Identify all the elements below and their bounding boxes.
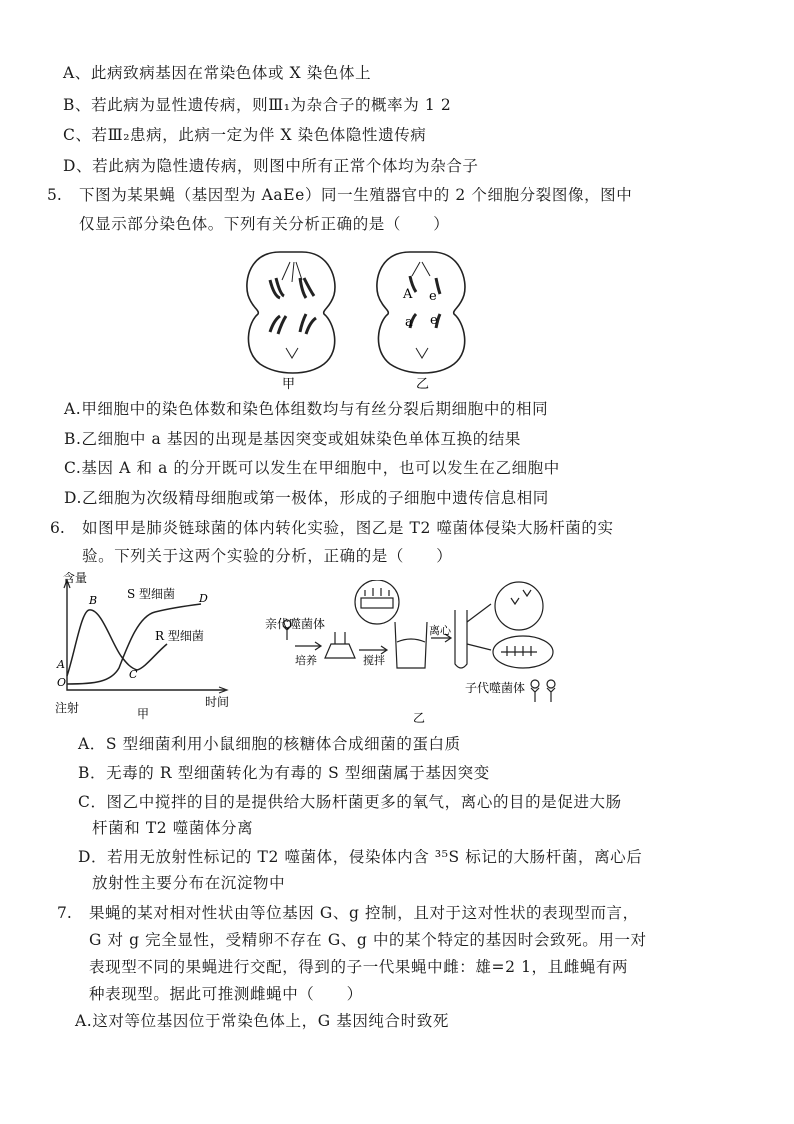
q6-option-a: A．S 型细菌利用小鼠细胞的核糖体合成细菌的蛋白质 xyxy=(78,735,461,753)
gene-A: A xyxy=(403,287,413,302)
q5-number: 5. xyxy=(47,186,62,204)
q7-stem-line3: 表现型不同的果蝇进行交配，得到的子一代果蝇中雌：雄=2 1，且雌蝇有两 xyxy=(89,958,629,976)
inject-label: 注射 xyxy=(55,701,80,715)
q4-option-b: B、若此病为显性遗传病，则Ⅲ₁为杂合子的概率为 1 2 xyxy=(63,96,452,114)
cell-jia xyxy=(247,252,335,373)
q5-option-d: D.乙细胞为次级精母细胞或第一极体，形成的子细胞中遗传信息相同 xyxy=(64,489,549,507)
point-d: D xyxy=(199,592,208,605)
q4-option-d: D、若此病为隐性遗传病，则图中所有正常个体均为杂合子 xyxy=(63,157,479,175)
origin-o: O xyxy=(57,676,67,689)
q4-option-a: A、此病致病基因在常染色体或 X 染色体上 xyxy=(63,64,372,82)
point-c: C xyxy=(129,668,138,681)
cell-yi-label: 乙 xyxy=(416,377,430,390)
q6-option-d: D．若用无放射性标记的 T2 噬菌体，侵染体内含 ³⁵S 标记的大肠杆菌，离心后 xyxy=(78,848,643,866)
graph-jia-label: 甲 xyxy=(137,707,150,721)
q5-stem-line1: 下图为某果蝇（基因型为 AaEe）同一生殖器官中的 2 个细胞分裂图像，图中 xyxy=(79,186,633,204)
q4-option-c: C、若Ⅲ₂患病，此病一定为伴 X 染色体隐性遗传病 xyxy=(63,126,427,144)
q6-diagram-yi xyxy=(265,580,595,725)
q6-graph-jia xyxy=(55,572,255,722)
q5-stem-line2: 仅显示部分染色体。下列有关分析正确的是（ ） xyxy=(79,215,450,233)
r-type-curve xyxy=(67,610,137,676)
gene-e-bottom: e xyxy=(430,313,438,328)
q6-option-b: B．无毒的 R 型细菌转化为有毒的 S 型细菌属于基因突变 xyxy=(78,764,490,782)
q5-option-b: B.乙细胞中 a 基因的出现是基因突变或姐妹染色单体互换的结果 xyxy=(64,430,522,448)
q6-option-d-cont: 放射性主要分布在沉淀物中 xyxy=(92,874,286,892)
x-axis-label: 时间 xyxy=(205,695,230,709)
s-type-label: S 型细菌 xyxy=(127,587,176,601)
y-axis-label: 含量 xyxy=(63,572,88,585)
diagram-yi-label: 乙 xyxy=(413,711,426,725)
q6-option-c: C．图乙中搅拌的目的是提供给大肠杆菌更多的氧气，离心的目的是促进大肠 xyxy=(78,793,622,811)
gene-a: a xyxy=(405,315,413,330)
q5-option-a: A.甲细胞中的染色体数和染色体组数均与有丝分裂后期细胞中的相同 xyxy=(64,400,549,418)
q5-cell-figure xyxy=(230,240,490,390)
culture-label: 培养 xyxy=(295,654,317,667)
point-b: B xyxy=(89,594,98,607)
parent-phage-label: 亲代噬菌体 xyxy=(265,617,326,631)
q7-stem-line1: 果蝇的某对相对性状由等位基因 G、g 控制，且对于这对性状的表现型而言， xyxy=(89,904,639,922)
q6-option-c-cont: 杆菌和 T2 噬菌体分离 xyxy=(92,819,254,837)
q6-stem-line1: 如图甲是肺炎链球菌的体内转化实验，图乙是 T2 噬菌体侵染大肠杆菌的实 xyxy=(82,519,614,537)
offspring-phage-label: 子代噬菌体 xyxy=(465,681,526,695)
cell-yi xyxy=(377,252,465,373)
centrifuge-label: 离心 xyxy=(429,624,451,637)
q6-number: 6. xyxy=(50,519,65,537)
q7-number: 7. xyxy=(57,904,72,922)
gene-e-top: e xyxy=(429,289,437,304)
stir-label: 搅拌 xyxy=(363,654,385,667)
q7-stem-line2: G 对 g 完全显性，受精卵不存在 G、g 中的某个特定的基因时会致死。用一对 xyxy=(89,931,647,949)
point-a: A xyxy=(57,658,65,671)
cell-jia-label: 甲 xyxy=(282,377,296,390)
q7-stem-line4: 种表现型。据此可推测雌蝇中（ ） xyxy=(89,985,363,1003)
q5-option-c: C.基因 A 和 a 的分开既可以发生在甲细胞中，也可以发生在乙细胞中 xyxy=(64,459,560,477)
q6-stem-line2: 验。下列关于这两个实验的分析，正确的是（ ） xyxy=(82,547,453,565)
r-type-label: R 型细菌 xyxy=(155,629,204,643)
q7-option-a: A.这对等位基因位于常染色体上，G 基因纯合时致死 xyxy=(75,1012,449,1030)
